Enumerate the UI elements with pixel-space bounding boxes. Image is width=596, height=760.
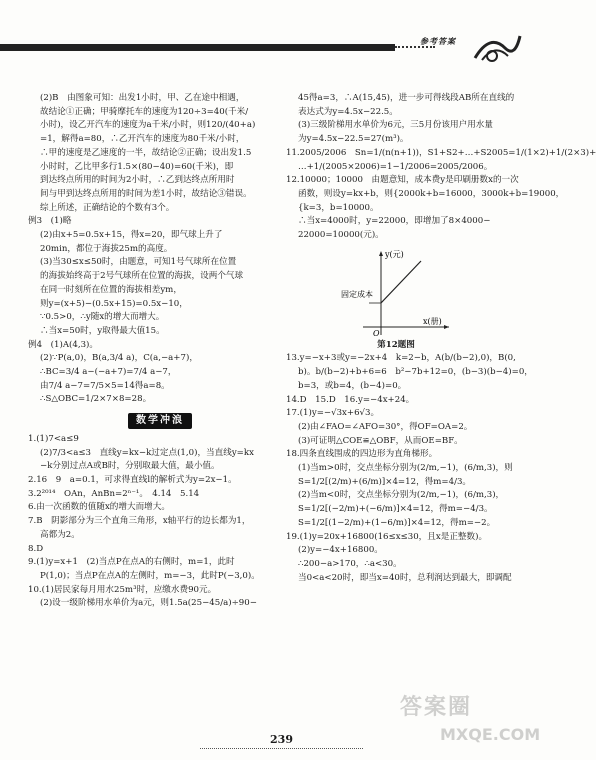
answer-line: (2)B 由图象可知：出发1小时，甲、乙在途中相遇， xyxy=(40,93,245,103)
section-banner: 数学冲浪 xyxy=(128,413,192,429)
answer-line: 到达终点所用的时间为2小时，∴乙到达终点所用时 xyxy=(40,175,235,186)
right-answers-2 xyxy=(286,352,546,585)
left-answers xyxy=(28,92,283,407)
answer-line: 例3 (1)略 xyxy=(28,216,72,227)
answer-line: ∴当x=4000时，y=22000，即增加了8×4000− xyxy=(298,216,491,227)
answer-line: 7.B 阴影部分为三个直角三角形，x轴平行的边长都为1， xyxy=(28,516,251,527)
answer-line: 10.(1)居民家每月用水25m³时，应缴水费90元。 xyxy=(28,584,217,595)
x-arrow-icon xyxy=(444,325,449,329)
answer-line: ∴当x=50时，y取得最大值15。 xyxy=(40,325,165,336)
answer-line: ∴甲的速度是乙速度的一半，故结论②正确；设出发1.5 xyxy=(40,147,252,158)
answer-line: 19.(1)y=20x+16800(16≤x≤30，且x是正整数)。 xyxy=(286,531,488,542)
answer-line: 22000=10000(元)。 xyxy=(298,230,384,241)
answer-line: (2)当m<0时，交点坐标分别为(2/m,−1)，(6/m,3)， xyxy=(298,490,505,501)
cost-line-chart xyxy=(341,247,451,337)
left-answers-2 xyxy=(28,433,283,611)
answer-line: (3)当30≤x≤50时，由题意，可知1号气球所在位置 xyxy=(40,257,237,268)
answer-line: (2)7/3<a≤3 直线y=kx−k过定点(1,0)，当直线y=kx xyxy=(40,447,254,458)
answer-line: 8.D xyxy=(28,543,44,554)
answer-line: 由7/4 a−7=7/5×5=14得a=8。 xyxy=(40,380,170,391)
answer-line: S=1/2[(2/m)+(6/m)]×4=12，得m=4/3。 xyxy=(298,476,472,487)
answer-line: 45得a=3，∴A(15,45)，进一步可得线段AB所在直线的 xyxy=(298,93,515,103)
answer-line: 当0<a<20时，即当x=40时，总利润达到最大，即调配 xyxy=(298,572,512,583)
answer-line: 12.10000；10000 由题意知，成本费y是印刷册数x的一次 xyxy=(286,175,519,186)
answer-line: ∴BC=3/4 a−(−a+7)=7/4 a−7， xyxy=(40,367,177,378)
answer-line: {k=3，b=10000。 xyxy=(298,202,379,213)
answer-line: (2)设一级阶梯用水单价为a元，则1.5a(25−45/a)÷90− xyxy=(40,598,257,609)
answer-line: 小时)，设乙开汽车的速度为a千米/小时，则120/(40+a) xyxy=(40,120,256,131)
y-arrow-icon xyxy=(379,251,383,256)
answer-line: ∴200−a>170，∴a<30。 xyxy=(298,558,402,569)
answer-line: 高都为2。 xyxy=(40,529,80,540)
origin-label: O xyxy=(373,328,380,338)
answer-line: …+1/(2005×2006)=1−1/2006=2005/2006。 xyxy=(298,161,493,172)
answer-line: 17.(1)y=−√3x+6√3。 xyxy=(286,408,380,419)
answer-line: 间与甲到达终点所用的时间为差1小时，故结论③错误。 xyxy=(40,188,252,199)
answer-line: 为y=4.5x−22.5=27(m³)。 xyxy=(298,134,409,145)
answer-line: 的海拔始终高于2号气球所在位置的海拔，设两个气球 xyxy=(40,271,244,282)
answer-line: 11.2005/2006 Sn=1/(n(n+1))，S1+S2+…+S2005=1/(1×2)+1/(2×3)+ xyxy=(286,147,596,158)
answer-line: P(1,0)；当点P在点A的左侧时，m=−3，此时P(−3,0)。 xyxy=(40,570,260,581)
answer-line: 13.y=−x+3或y=−2x+4 k=2−b，A(b/(b−2),0)，B(0, xyxy=(286,353,516,364)
answer-line: 故结论①正确；甲骑摩托车的速度为120÷3=40(千米/ xyxy=(40,106,249,117)
answer-line: 2.16 9 a=0.1，可求得直线l的解析式为y=2x−1。 xyxy=(28,474,237,485)
right-answers xyxy=(286,92,596,243)
answer-line: (3)三级阶梯用水单价为6元，三5月份该用户用水量 xyxy=(298,120,493,131)
answer-line: (3)可证明△COE≌△OBF，从而OE=BF。 xyxy=(298,435,463,446)
answer-line: 在同一时刻所在位置的海拔相差ym， xyxy=(40,284,182,295)
answer-line: (2)由x+5=0.5x+15，得x=20，即气球上升了 xyxy=(40,230,223,241)
y-axis-label: y(元) xyxy=(385,249,404,259)
answer-line: 函数，则设y=kx+b，则{2000k+b=16000，3000k+b=19000， xyxy=(298,188,565,199)
answer-line: (2)∵P(a,0)，B(a,3/4 a)，C(a,−a+7)， xyxy=(40,353,198,364)
swirl-logo-icon xyxy=(470,28,525,68)
watermark-text: 答案圈 xyxy=(400,695,473,720)
answer-line: b)。b/(b−2)+b+6=6 b²−7b+12=0，(b−3)(b−4)=0， xyxy=(298,367,533,378)
answer-line: 3.2²⁰¹⁴ OAn，AnBn=2ⁿ⁻¹。 4.14 5.14 xyxy=(28,488,200,499)
figure-12 xyxy=(341,247,451,337)
cost-series-line xyxy=(381,261,421,303)
answer-line: 20min，都位于海拔25m的高度。 xyxy=(40,243,173,254)
answer-line: −k分别过点A或B时，分别取最大值，最小值。 xyxy=(40,461,220,472)
answer-line: 则y=(x+5)−(0.5x+15)=0.5x−10， xyxy=(40,298,188,309)
footer-line xyxy=(200,748,363,749)
fixed-cost-label: 固定成本 xyxy=(341,289,373,299)
answer-line: b=3，或b=4，(b−4)=0。 xyxy=(298,380,407,391)
page-number: 239 xyxy=(270,733,293,746)
answer-line: 14.D 15.D 16.y=−4x+24。 xyxy=(286,394,415,405)
answer-line: ∴S△OBC=1/2×7×8=28。 xyxy=(40,394,152,405)
x-axis-label: x(册) xyxy=(423,316,442,326)
left-column xyxy=(28,92,283,611)
answer-line: ∵0.5>0，∴y随x的增大而增大。 xyxy=(40,312,165,323)
answer-line: S=1/2[(1−2/m)+(1−6/m)]×4=12，得m=−2。 xyxy=(298,517,496,528)
answer-line: 18.四条直线围成的四边形为直角梯形。 xyxy=(286,449,438,460)
answer-line: 小时时，乙比甲多行1.5×(80−40)=60(千米)，即 xyxy=(40,161,234,172)
answer-line: =1，解得a=80，∴乙开汽车的速度为80千米/小时， xyxy=(40,134,245,145)
answer-line: S=1/2[(−2/m)+(−6/m)]×4=12，得m=−4/3。 xyxy=(298,504,493,515)
answer-line: 1.(1)7<a≤9 xyxy=(28,433,79,444)
answer-line: (2)由∠FAO=∠AFO=30°，得OF=OA=2。 xyxy=(298,421,473,432)
answer-line: 6.由一次函数的值随x的增大而增大。 xyxy=(28,502,170,513)
header-bar xyxy=(0,44,395,51)
watermark-url: MXQE.COM xyxy=(440,725,541,744)
answer-line: 综上所述，正确结论的个数有3个。 xyxy=(40,202,175,213)
answer-line: 9.(1)y=x+1 (2)当点P在点A的右侧时，m=1，此时 xyxy=(28,557,235,568)
answer-line: (1)当m>0时，交点坐标分别为(2/m,−1)，(6/m,3)，则 xyxy=(298,463,513,474)
answer-line: 例4 (1)A(4,3)。 xyxy=(28,339,99,350)
answer-line: (2)y=−4x+16800。 xyxy=(298,545,383,556)
header-label: 参考答案 xyxy=(420,36,456,46)
right-column xyxy=(286,92,596,585)
figure-caption: 第12题图 xyxy=(377,339,415,350)
answer-line: 表达式为y=4.5x−22.5。 xyxy=(298,106,398,117)
